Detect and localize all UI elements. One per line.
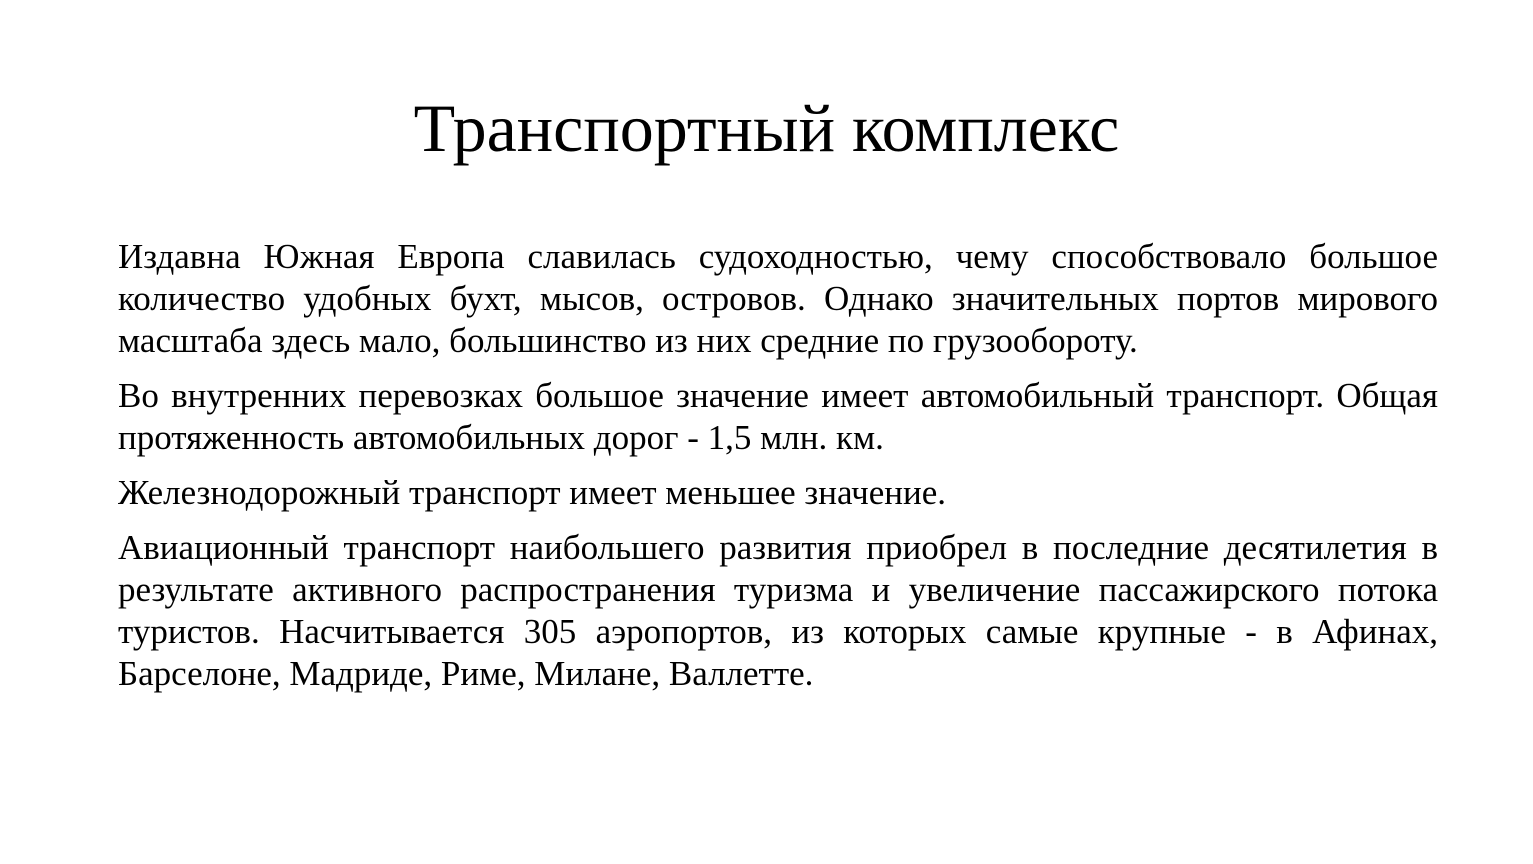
- slide-body: [118, 236, 1438, 695]
- slide-title: Транспортный комплекс: [413, 90, 1120, 166]
- paragraph-road-transport: Во внутренних перевозках большое значение имеет автомобильный транспорт. Общая протяженность автомобильных дорог - 1,5 млн. км.: [118, 376, 1438, 457]
- paragraph-rail-transport: Железнодорожный транспорт имеет меньшее значение.: [118, 473, 946, 512]
- paragraph-air-transport: Авиационный транспорт наибольшего развития приобрел в последние десятилетия в результате активного распространения туризма и увеличение пассажирского потока туристов. Насчитывается 305 аэропортов, из которых самые крупные - в Афинах, Барселоне, Мадриде, Риме, Милане, Валлетте.: [118, 528, 1438, 693]
- paragraph-sea-transport: Издавна Южная Европа славилась судоходностью, чему способствовало большое количество удобных бухт, мысов, островов. Однако значительных портов мирового масштаба здесь мало, большинство из них средние по грузообороту.: [118, 237, 1438, 360]
